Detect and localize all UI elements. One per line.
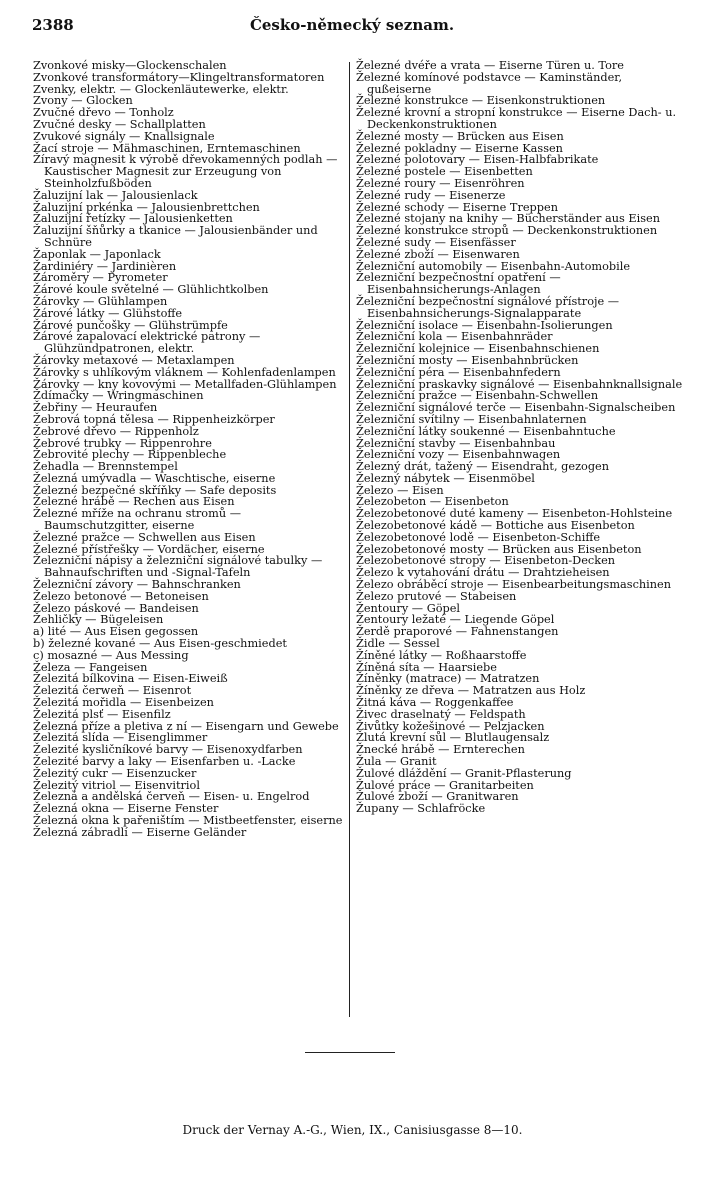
list-item: Železitý cukr — Eisenzucker	[33, 766, 197, 780]
list-item: Železobetonové kádě — Bottiche aus Eisenbeton	[356, 519, 635, 533]
list-item: Železné postele — Eisenbetten	[356, 165, 533, 179]
list-item: Železniční pražce — Eisenbahn-Schwellen	[356, 389, 599, 403]
right-column	[356, 60, 686, 815]
list-item: Železitý vitriol — Eisenvitriol	[33, 778, 200, 792]
list-item: Žárové zapalovací elektrické patrony — Glühzündpatronen, elektr.	[33, 330, 261, 356]
list-item: Žaluzijní řetízky — Jalousienketten	[33, 212, 233, 226]
list-item: Zvenky, elektr. — Glockenläutewerke, elektr.	[33, 82, 289, 96]
list-item: Železobetonové stropy — Eisenbeton-Decken	[356, 554, 616, 568]
list-item: Železa — Fangeisen	[33, 660, 148, 674]
list-item: Železná umývadla — Waschtische, eiserne	[33, 471, 276, 485]
list-item: Zvučné desky — Schallplatten	[33, 117, 206, 131]
list-item: Železo obráběcí stroje — Eisenbearbeitungsmaschinen	[356, 578, 672, 592]
list-item: Žíněná síta — Haarsiebe	[356, 660, 497, 674]
list-item: Železniční automobily — Eisenbahn-Automobile	[356, 259, 631, 273]
list-item: Žentoury — Göpel	[356, 601, 461, 615]
list-item: c) mosazné — Aus Messing	[33, 648, 189, 662]
list-item: Železniční mosty — Eisenbahnbrücken	[356, 353, 579, 367]
list-item: Železobetonové mosty — Brücken aus Eisenbeton	[356, 542, 642, 556]
list-item: Židle — Sessel	[356, 637, 440, 651]
list-item: Zvonkové transformátory—Klingeltransformatoren	[33, 70, 325, 84]
list-item: Žentoury ležaté — Liegende Göpel	[356, 613, 555, 627]
list-item: Železobeton — Eisenbeton	[356, 495, 509, 509]
list-item: Železné stojany na knihy — Bücherständer aus Eisen	[356, 212, 660, 226]
list-item: Železné krovní a stropní konstrukce — Eiserne Dach- u. Deckenkonstruktionen	[356, 106, 677, 131]
list-item: Žárové koule světelné — Glühlichtkolben	[33, 283, 269, 297]
list-item: Žebrové dřevo — Rippenholz	[33, 424, 199, 438]
list-item: Železo páskové — Bandeisen	[33, 601, 199, 615]
list-item: Železo prutové — Stabeisen	[356, 589, 517, 603]
list-item: Železné konstrukce stropů — Deckenkonstruktionen	[356, 224, 658, 238]
list-item: Žehadla — Brennstempel	[33, 460, 178, 474]
list-item: Železniční látky soukenné — Eisenbahntuche	[356, 424, 616, 438]
list-item: Žárovky — kny kovovými — Metallfaden-Glühlampen	[33, 377, 337, 391]
list-item: Železné konstrukce — Eisenkonstruktionen	[356, 94, 606, 108]
list-item: Zvony — Glocken	[33, 94, 133, 108]
list-item: Žehličky — Bügeleisen	[33, 613, 164, 627]
list-item: Živůtky kožešinové — Pelzjacken	[356, 719, 545, 733]
list-item: Zvukové signály — Knallsignale	[33, 129, 215, 143]
list-item: Žebrové trubky — Rippenrohre	[33, 436, 212, 450]
list-item: Železné sudy — Eisenfässer	[356, 235, 516, 249]
list-item: Žebrovité plechy — Rippenbleche	[33, 448, 227, 462]
page-number: 2388	[32, 16, 74, 34]
list-item: Žárovky s uhlíkovým vláknem — Kohlenfadenlampen	[33, 365, 336, 379]
list-item: Železniční bezpečnostní opatření — Eisenbahnsicherungs-Anlagen	[356, 271, 561, 297]
list-item: Železné hrábě — Rechen aus Eisen	[33, 495, 235, 509]
list-item: Železné přístřešky — Vordächer, eiserne	[33, 542, 265, 556]
list-item: Železné mosty — Brücken aus Eisen	[356, 129, 564, 143]
list-item: Zvučné dřevo — Tonholz	[33, 106, 174, 120]
list-item: Železité kysličníkové barvy — Eisenoxydfarben	[33, 743, 303, 757]
list-item: Žebrová topná tělesa — Rippenheizkörper	[33, 412, 275, 426]
list-item: Žíněnky (matrace) — Matratzen	[356, 672, 540, 686]
list-item: Železná a andělská červeň — Eisen- u. Engelrod	[33, 790, 310, 804]
list-item: Železniční péra — Eisenbahnfedern	[356, 365, 561, 379]
column-divider	[349, 62, 350, 1017]
list-item: Ždímačky — Wringmaschinen	[33, 389, 204, 403]
list-item: Železniční kola — Eisenbahnräder	[356, 330, 553, 344]
list-item: a) lité — Aus Eisen gegossen	[33, 625, 199, 639]
list-item: Žitná káva — Roggenkaffee	[356, 696, 514, 710]
list-item: Železné komínové podstavce — Kaminständer, gußeiserne	[356, 70, 623, 96]
list-item: b) železné kované — Aus Eisen-geschmiedet	[33, 637, 287, 651]
list-item: Železná okna — Eiserne Fenster	[33, 802, 219, 816]
list-item: Železniční nápisy a železniční signálové tabulky — Bahnaufschriften und -Signal-Tafeln	[33, 554, 323, 580]
list-item: Železná okna k pařeništím — Mistbeetfenster, eiserne	[33, 814, 343, 827]
list-item: Železniční závory — Bahnschranken	[33, 578, 241, 592]
list-item: Železniční vozy — Eisenbahnwagen	[356, 448, 561, 462]
list-item: Železniční kolejnice — Eisenbahnschienen	[356, 342, 600, 356]
list-item: Železniční signálové terče — Eisenbahn-Signalscheiben	[356, 401, 676, 415]
page-title: Česko-německý seznam.	[249, 16, 455, 34]
list-item: Žaluzijní prkénka — Jalousienbrettchen	[33, 200, 260, 214]
list-item: Žulové zboží — Granitwaren	[356, 790, 519, 804]
list-item: Železitá čerweň — Eisenrot	[33, 684, 192, 698]
list-item: Železné pražce — Schwellen aus Eisen	[33, 530, 256, 544]
list-item: Žnecké hrábě — Ernterechen	[356, 743, 525, 757]
list-item: Železné zboží — Eisenwaren	[356, 247, 520, 261]
list-item: Žárovky metaxové — Metaxlampen	[33, 353, 235, 367]
list-item: Žaponlak — Japonlack	[33, 247, 161, 261]
list-item: Železné pokladny — Eiserne Kassen	[356, 141, 563, 155]
list-item: Živec draselnatý — Feldspath	[356, 707, 526, 721]
list-item: Železo betonové — Betoneisen	[33, 589, 209, 603]
list-item: Žaluzijní lak — Jalousienlack	[33, 188, 198, 202]
list-item: Železobetonové lodě — Eisenbeton-Schiffe	[356, 530, 601, 544]
list-item: Žaluzijní šňůrky a tkanice — Jalousienbänder und Schnüre	[33, 224, 318, 249]
list-item: Železitá slída — Eisenglimmer	[33, 731, 208, 745]
list-item: Železné dvéře a vrata — Eiserne Türen u. Tore	[356, 59, 624, 72]
list-item: Železitá plsť — Eisenfilz	[33, 707, 171, 721]
left-column	[33, 60, 344, 839]
footer-divider	[305, 1052, 395, 1053]
list-item: Železniční isolace — Eisenbahn-Isolierungen	[356, 318, 613, 332]
list-item: Žíravý magnesit k výrobě dřevokamenných podlah — Kaustischer Magnesit zur Erzeugung von Steinholzfußböden	[33, 153, 338, 190]
list-item: Železniční bezpečnostní signálové přístroje — Eisenbahnsicherungs-Signalapparate	[356, 294, 620, 320]
list-item: Železitá mořidla — Eisenbeizen	[33, 696, 214, 710]
list-item: Železo — Eisen	[356, 483, 444, 497]
list-item: Žebřiny — Heuraufen	[33, 401, 158, 415]
list-item: Železobetonové duté kameny — Eisenbeton-Hohlsteine	[356, 507, 673, 521]
list-item: Železný drát, tažený — Eisendraht, gezogen	[356, 460, 610, 474]
list-item: Železné roury — Eisenröhren	[356, 176, 525, 190]
printer-imprint: Druck der Vernay A.-G., Wien, IX., Canisiusgasse 8—10.	[182, 1123, 523, 1137]
list-item: Žací stroje — Mähmaschinen, Erntemaschinen	[33, 141, 301, 155]
list-item: Žároměry — Pyrometer	[33, 271, 168, 285]
list-item: Železné mříže na ochranu stromů — Baumschutzgitter, eiserne	[33, 507, 241, 533]
list-item: Železité barvy a laky — Eisenfarben u. -Lacke	[33, 755, 296, 769]
list-item: Žardiniéry — Jardinièren	[33, 259, 177, 273]
list-item: Žárové látky — Glühstoffe	[33, 306, 183, 320]
list-item: Železitá bílkovina — Eisen-Eiweiß	[33, 672, 228, 686]
list-item: Železné rudy — Eisenerze	[356, 188, 506, 202]
list-item: Žíněnky ze dřeva — Matratzen aus Holz	[356, 684, 586, 698]
page-header	[32, 10, 672, 38]
list-item: Železniční svítilny — Eisenbahnlaternen	[356, 412, 587, 426]
list-item: Železné polotovary — Eisen-Halbfabrikate	[356, 153, 599, 167]
list-item: Žlutá krevní sůl — Blutlaugensalz	[356, 731, 550, 745]
list-item: Žula — Granit	[356, 755, 437, 769]
list-item: Žárové punčošky — Glühstrümpfe	[33, 318, 228, 332]
list-item: Župany — Schlafröcke	[356, 802, 486, 816]
list-item: Železniční stavby — Eisenbahnbau	[356, 436, 556, 450]
list-item: Železná příze a pletiva z ní — Eisengarn und Gewebe	[33, 719, 339, 733]
list-item: Železný nábytek — Eisenmöbel	[356, 471, 535, 485]
list-item: Žárovky — Glühlampen	[33, 294, 168, 308]
list-item: Železné bezpečné skříňky — Safe deposits	[33, 483, 277, 497]
list-item: Žíněné látky — Roßhaarstoffe	[356, 648, 527, 662]
list-item: Žulové práce — Granitarbeiten	[356, 778, 534, 792]
list-item: Zvonkové misky—Glockenschalen	[33, 59, 227, 72]
list-item: Železniční praskavky signálové — Eisenbahnknallsignale	[356, 377, 683, 391]
list-item: Železná zábradlí — Eiserne Geländer	[33, 825, 247, 839]
list-item: Žerdě praporové — Fahnenstangen	[356, 625, 559, 639]
list-item: Žulové dláždění — Granit-Pflasterung	[356, 766, 572, 780]
list-item: Železo k vytahování drátu — Drahtzieheisen	[356, 566, 610, 580]
list-item: Železné schody — Eiserne Treppen	[356, 200, 558, 214]
